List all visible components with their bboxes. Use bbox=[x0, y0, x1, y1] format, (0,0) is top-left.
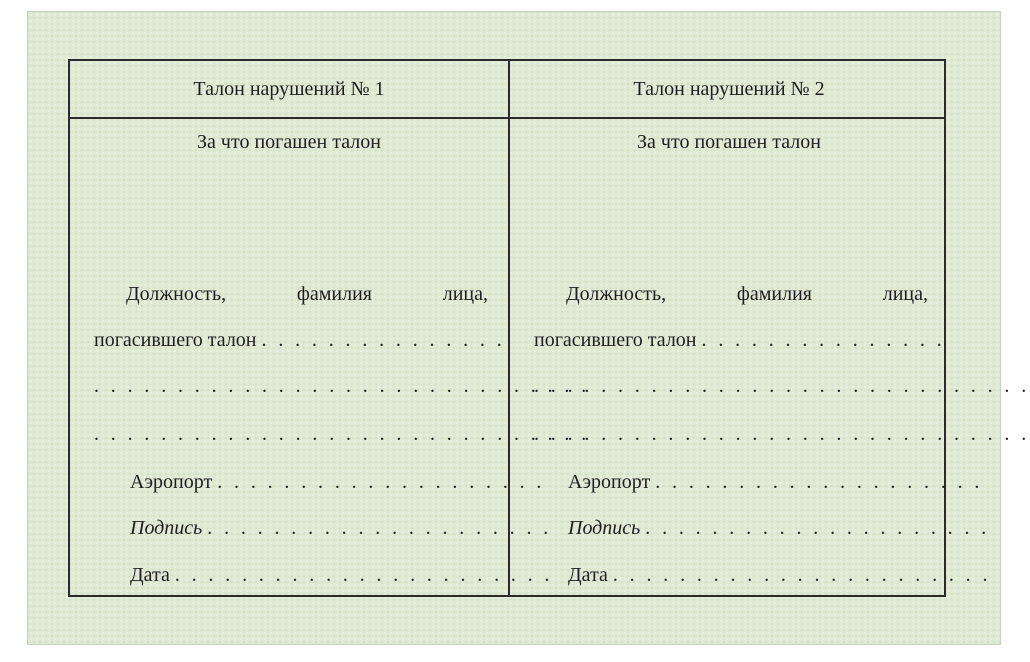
airport-field[interactable]: . . . . . . . . . . . . . . . . . . . . bbox=[655, 471, 983, 493]
coupon-2 bbox=[510, 61, 1030, 595]
cancelled-by-line bbox=[94, 329, 506, 352]
airport-label: Аэропорт bbox=[568, 471, 651, 493]
coupon-1 bbox=[70, 61, 590, 595]
signature-label: Подпись bbox=[568, 517, 641, 539]
date-line bbox=[130, 564, 553, 587]
name-field-line-2[interactable] bbox=[534, 423, 1030, 446]
position-word-1: Должность, bbox=[126, 283, 227, 305]
date-label: Дата bbox=[130, 564, 170, 586]
dotted-field[interactable]: . . . . . . . . . . . . . . . . . . . . . . . . . . . . . . bbox=[94, 423, 590, 445]
name-field-line-1[interactable] bbox=[534, 375, 1030, 398]
position-word-2: фамилия bbox=[736, 283, 812, 305]
signature-line bbox=[130, 517, 552, 540]
airport-label: Аэропорт bbox=[130, 471, 213, 493]
dotted-field[interactable]: . . . . . . . . . . . . . . . . . . . . . . . . . . . . . . bbox=[94, 375, 590, 397]
reason-label: За что погашен талон bbox=[637, 131, 821, 153]
coupon-title: Талон нарушений № 2 bbox=[633, 77, 825, 100]
cancelled-by-label: погасившего талон bbox=[94, 329, 257, 351]
position-word-3: лица, bbox=[882, 283, 928, 305]
name-field-line-2[interactable] bbox=[94, 423, 590, 446]
airport-field[interactable]: . . . . . . . . . . . . . . . . . . . . bbox=[217, 471, 545, 493]
signature-line bbox=[568, 517, 990, 540]
coupon-title: Талон нарушений № 1 bbox=[193, 77, 385, 100]
date-label: Дата bbox=[568, 564, 608, 586]
airport-line bbox=[568, 471, 983, 494]
date-line bbox=[568, 564, 991, 587]
position-label-line bbox=[566, 283, 928, 306]
date-field[interactable]: . . . . . . . . . . . . . . . . . . . . . . . bbox=[174, 564, 553, 586]
name-field-line-1[interactable] bbox=[94, 375, 590, 398]
coupon-table bbox=[68, 59, 1030, 597]
position-word-3: лица, bbox=[442, 283, 488, 305]
reason-label: За что погашен талон bbox=[197, 131, 381, 153]
dotted-field[interactable]: . . . . . . . . . . . . . . . . . . . . . . . . . . . . . . bbox=[534, 423, 1030, 445]
cancelled-by-field[interactable]: . . . . . . . . . . . . . . . bbox=[701, 329, 946, 351]
signature-field[interactable]: . . . . . . . . . . . . . . . . . . . . . bbox=[207, 517, 552, 539]
signature-label: Подпись bbox=[130, 517, 203, 539]
airport-line bbox=[130, 471, 545, 494]
dotted-field[interactable]: . . . . . . . . . . . . . . . . . . . . . . . . . . . . . . bbox=[534, 375, 1030, 397]
signature-field[interactable]: . . . . . . . . . . . . . . . . . . . . . bbox=[645, 517, 990, 539]
cancelled-by-label: погасившего талон bbox=[534, 329, 697, 351]
position-word-2: фамилия bbox=[296, 283, 372, 305]
position-word-1: Должность, bbox=[566, 283, 667, 305]
cancelled-by-field[interactable]: . . . . . . . . . . . . . . . bbox=[261, 329, 506, 351]
cancelled-by-line bbox=[534, 329, 946, 352]
violation-coupon-card bbox=[28, 12, 1030, 644]
position-label-line bbox=[126, 283, 488, 306]
date-field[interactable]: . . . . . . . . . . . . . . . . . . . . . . . bbox=[612, 564, 991, 586]
